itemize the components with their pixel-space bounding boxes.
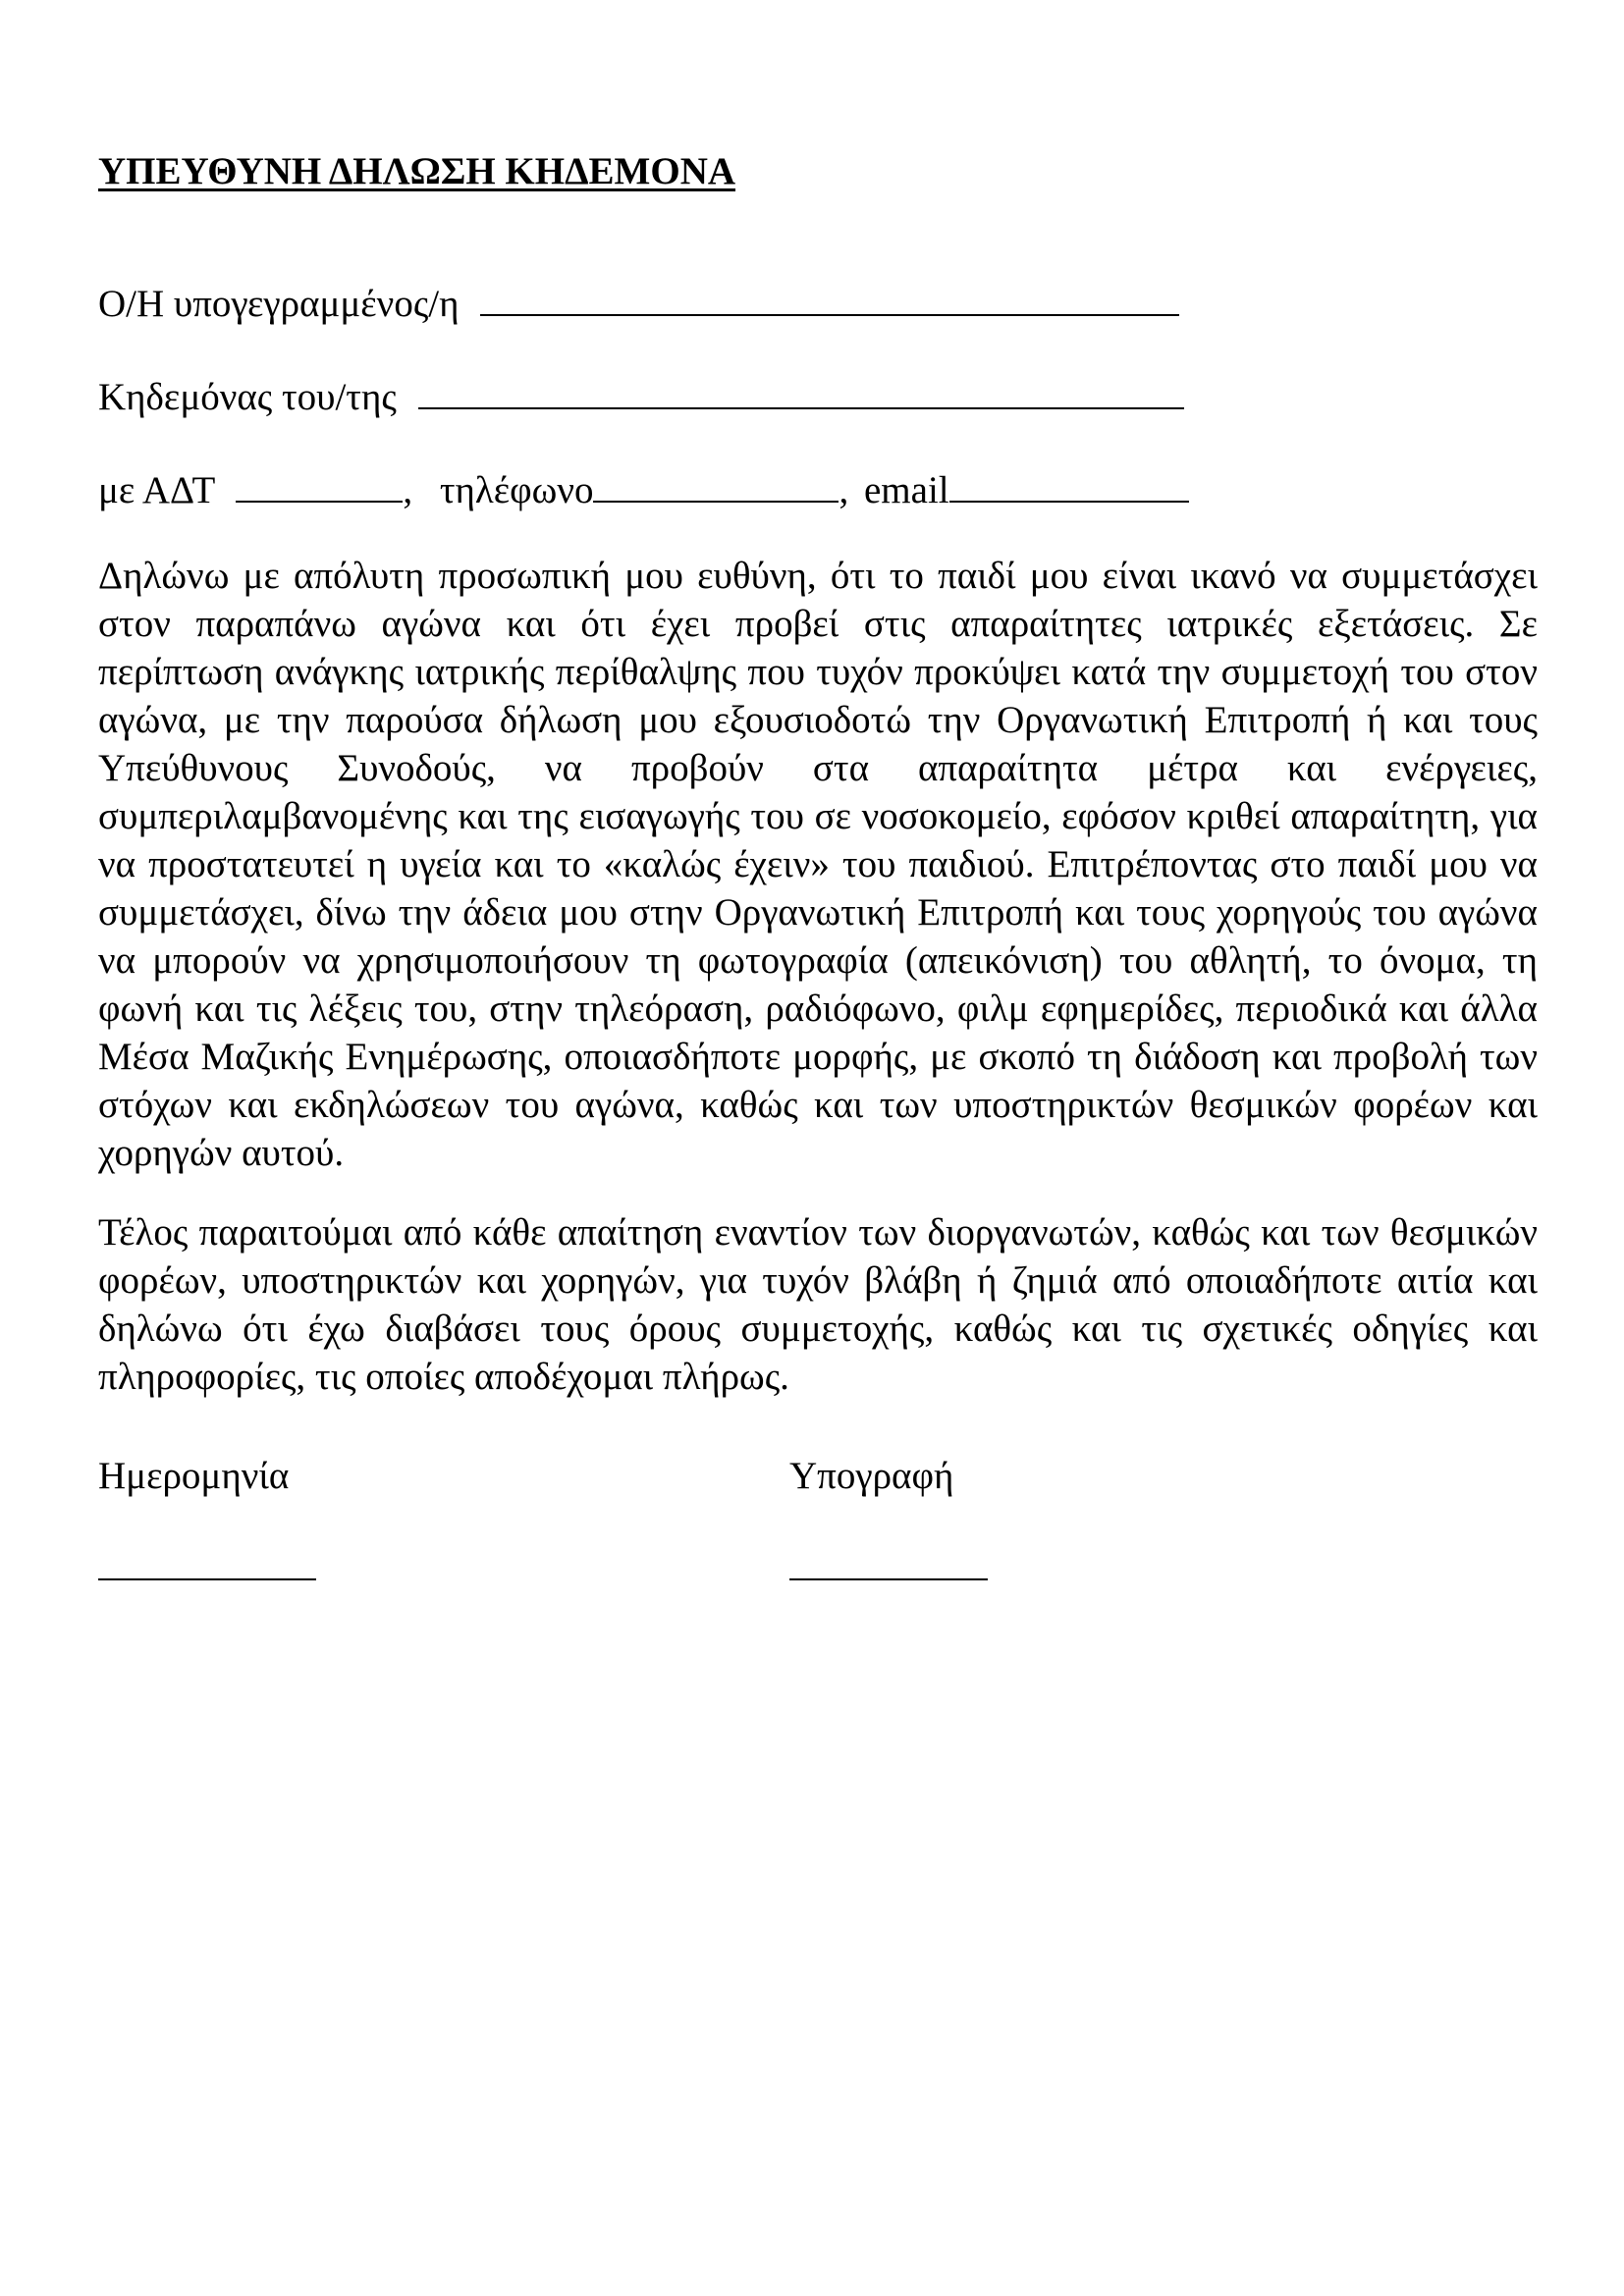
undersigned-label: Ο/Η υπογεγραμμένος/η bbox=[98, 283, 460, 325]
contact-field-row bbox=[98, 461, 1538, 514]
date-column bbox=[98, 1452, 316, 1580]
id-label: με ΑΔΤ bbox=[98, 469, 215, 511]
phone-separator: , bbox=[839, 469, 849, 511]
phone-label: τηλέφωνο bbox=[439, 469, 594, 511]
date-blank[interactable] bbox=[98, 1578, 316, 1580]
signature-label: Υπογραφή bbox=[789, 1455, 954, 1497]
signature-column bbox=[789, 1452, 988, 1580]
consent-paragraph: Δηλώνω με απόλυτη προσωπική μου ευθύνη, ότι το παιδί μου είναι ικανό να συμμετάσχει στον παραπάνω αγώνα και ότι έχει προβεί στις απαραίτητες ιατρικές εξετάσεις. Σε περίπτωση ανάγκης ιατρικής περίθαλψης που τυχόν προκύψει κατά την συμμετοχή του στον αγώνα, με την παρούσα δήλωση μου εξουσιοδοτώ την Οργανωτική Επιτροπή ή και τους Υπεύθυνους Συνοδούς, να προβούν στα απαραίτητα μέτρα και ενέργειες, συμπεριλαμβανομένης και της εισαγωγής του σε νοσοκομείο, εφόσον κριθεί απαραίτητη, για να προστατευτεί η υγεία και το «καλώς έχειν» του παιδιού. Επιτρέποντας στο παιδί μου να συμμετάσχει, δίνω την άδεια μου στην Οργανωτική Επιτροπή και τους χορηγούς του αγώνα να μπορούν να χρησιμοποιήσουν τη φωτογραφία (απεικόνιση) του αθλητή, το όνομα, τη φωνή και τις λέξεις του, στην τηλεόραση, ραδιόφωνο, φιλμ εφημερίδες, περιοδικά και άλλα Μέσα Μαζικής Ενημέρωσης, οποιασδήποτε μορφής, με σκοπό τη διάδοση και προβολή των στόχων και εκδηλώσεων του αγώνα, καθώς και των υποστηρικτών θεσμικών φορέων και χορηγών αυτού. bbox=[98, 555, 1538, 1174]
email-blank[interactable] bbox=[949, 461, 1189, 503]
waiver-paragraph: Τέλος παραιτούμαι από κάθε απαίτηση εναντίον των διοργανωτών, καθώς και των θεσμικών φορέων, υποστηρικτών και χορηγών, για τυχόν βλάβη ή ζημιά από οποιαδήποτε αιτία και δηλώνω ότι έχω διαβάσει τους όρους συμμετοχής, καθώς και τις σχετικές οδηγίες και πληροφορίες, τις οποίες αποδέχομαι πλήρως. bbox=[98, 1211, 1538, 1398]
undersigned-blank[interactable] bbox=[480, 275, 1179, 316]
id-blank[interactable] bbox=[236, 461, 403, 503]
id-separator: , bbox=[403, 469, 413, 511]
undersigned-field-row bbox=[98, 275, 1538, 328]
declaration-page bbox=[98, 147, 1538, 1609]
signature-section bbox=[98, 1452, 1538, 1609]
guardian-of-blank[interactable] bbox=[418, 368, 1184, 409]
phone-blank[interactable] bbox=[593, 461, 839, 503]
guardian-of-label: Κηδεμόνας του/της bbox=[98, 376, 397, 418]
date-label: Ημερομηνία bbox=[98, 1455, 290, 1497]
email-label: email bbox=[863, 469, 949, 511]
page-title: ΥΠΕΥΘΥΝΗ ΔΗΛΩΣΗ ΚΗΔΕΜΟΝΑ bbox=[98, 150, 736, 192]
guardian-field-row bbox=[98, 368, 1538, 421]
signature-blank[interactable] bbox=[789, 1578, 988, 1580]
